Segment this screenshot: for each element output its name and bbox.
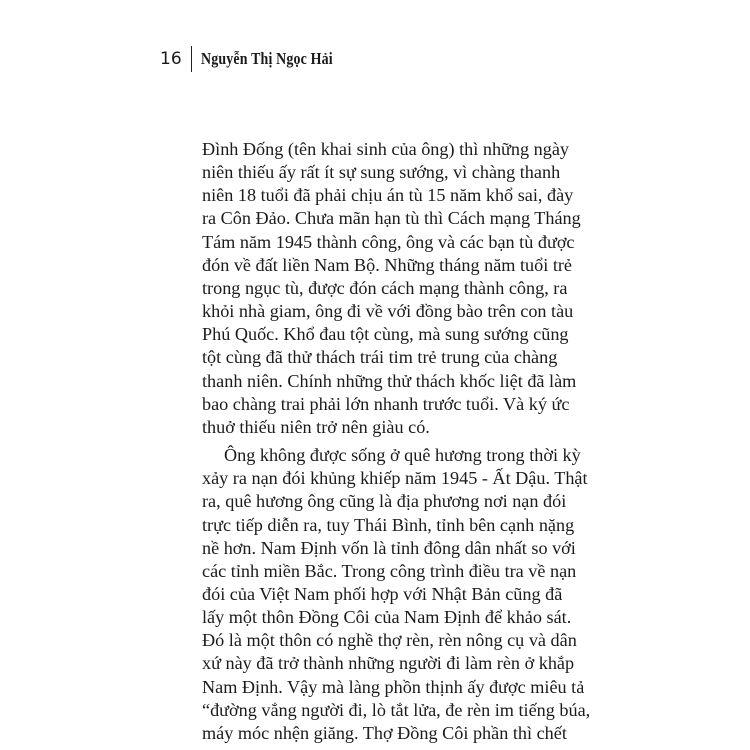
text-line: trong ngục tù, được đón cách mạng thành công, ra [202,277,568,298]
text-line: các tỉnh miền Bắc. Trong công trình điều tra về nạn [202,560,577,581]
text-line: lấy một thôn Đồng Côi của Nam Định để khảo sát. [202,607,572,628]
text-line: máy móc nhện giăng. Thợ Đồng Côi phần thì chết [202,722,567,743]
text-line: ra Côn Đảo. Chưa mãn hạn tù thì Cách mạng Tháng [202,208,581,229]
author-name: Nguyễn Thị Ngọc Hải [200,49,333,68]
text-line: Đó là một thôn có nghề thợ rèn, rèn nông cụ và dân [202,630,577,651]
text-line: Nam Định. Vậy mà làng phồn thịnh ấy được miêu tả [202,676,585,697]
text-line: thuở thiếu niên trở nên giàu có. [202,416,430,437]
text-line: Phú Quốc. Khổ đau tột cùng, mà sung sướng cũng [202,324,569,345]
text-line: Ông không được sống ở quê hương trong thời kỳ [224,445,581,466]
header-divider [191,46,192,72]
text-line: trực tiếp diễn ra, tuy Thái Bình, tỉnh bên cạnh nặng [202,514,575,535]
text-line: niên thiếu ấy rất ít sự sung sướng, vì chàng thanh [202,162,561,183]
text-line: ra, quê hương ông cũng là địa phương nơi nạn đói [202,491,567,512]
text-line: xứ này đã trở thành những người đi làm rèn ở khắp [202,653,575,674]
text-line: thanh niên. Chính những thử thách khốc liệt đã làm [202,370,577,391]
page-number: 16 [160,49,182,69]
text-line: Đình Đống (tên khai sinh của ông) thì những ngày [202,139,569,159]
text-line: nề hơn. Nam Định vốn là tỉnh đông dân nhất so với [202,537,576,558]
body-text [202,138,591,750]
paragraph [202,138,581,439]
text-line: xảy ra nạn đói khủng khiếp năm 1945 - Ất Dậu. Thật [202,468,588,489]
paragraph [202,444,591,745]
running-header [160,46,361,72]
text-line: niên 18 tuổi đã phải chịu án tù 15 năm khổ sai, đày [202,185,574,206]
text-line: bao chàng trai phải lớn nhanh trước tuổi. Và ký ức [202,393,570,414]
text-line: khỏi nhà giam, ông đi về với đồng bào trên con tàu [202,301,574,322]
text-line: đói của Việt Nam phối hợp với Nhật Bản cũng đã [202,583,563,604]
text-line: Tám năm 1945 thành công, ông và các bạn tù được [202,231,575,252]
text-line: “đường vắng người đi, lò tắt lửa, đe rèn im tiếng búa, [202,699,591,720]
text-line: tột cùng đã thử thách trái tim trẻ trung của chàng [202,347,558,368]
text-line: đón về đất liền Nam Bộ. Những tháng năm tuổi trẻ [202,254,573,275]
